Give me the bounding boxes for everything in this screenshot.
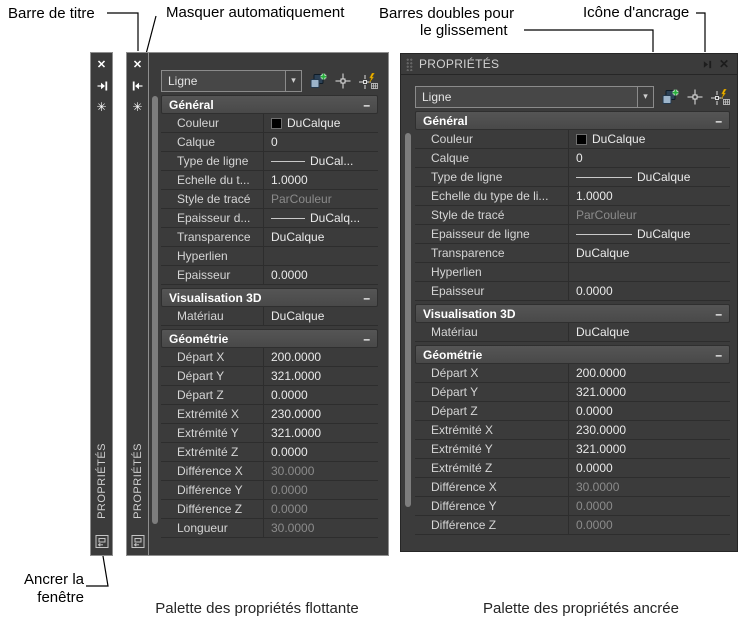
- property-value-text: DuCalque: [271, 230, 325, 244]
- property-row[interactable]: [415, 149, 730, 168]
- property-label: Type de ligne: [431, 170, 503, 184]
- property-value[interactable]: [263, 114, 378, 132]
- property-row[interactable]: [415, 225, 730, 244]
- property-value-text: 0: [271, 135, 278, 149]
- property-value-text: 30.0000: [271, 521, 315, 535]
- section-title: Géométrie: [169, 331, 229, 346]
- property-value[interactable]: [568, 130, 730, 148]
- docked-palette-body: [401, 75, 737, 551]
- property-label: Extrémité X: [431, 423, 494, 437]
- property-value[interactable]: [263, 247, 378, 265]
- property-row[interactable]: [161, 247, 378, 266]
- property-value[interactable]: [568, 421, 730, 439]
- object-type-value: Ligne: [168, 73, 198, 88]
- property-value-text: 0.0000: [271, 483, 308, 497]
- property-label: Type de ligne: [177, 154, 249, 168]
- property-row[interactable]: [161, 424, 378, 443]
- quick-select-icon[interactable]: [310, 73, 327, 89]
- property-label: Calque: [177, 135, 216, 149]
- section-title: Général: [423, 113, 468, 128]
- property-value-text: DuCalque: [271, 309, 325, 323]
- property-label: Calque: [431, 151, 470, 165]
- property-row[interactable]: [161, 307, 378, 326]
- callout-anchor-window-2: fenêtre: [37, 589, 84, 606]
- property-label: Transparence: [431, 246, 505, 260]
- section-title: Visualisation 3D: [423, 306, 516, 321]
- property-label: Epaisseur: [431, 284, 485, 298]
- property-row[interactable]: [161, 348, 378, 367]
- property-value-text: 1.0000: [576, 189, 613, 203]
- property-row[interactable]: [415, 478, 730, 497]
- property-value[interactable]: [263, 209, 378, 227]
- property-value[interactable]: [568, 459, 730, 477]
- property-value[interactable]: [263, 462, 378, 480]
- close-icon[interactable]: ✕: [718, 57, 729, 71]
- property-row[interactable]: [161, 190, 378, 209]
- property-label: Départ Z: [431, 404, 478, 418]
- floating-properties-palette: [126, 52, 389, 556]
- property-label: Style de tracé: [431, 208, 505, 222]
- property-value[interactable]: [568, 225, 730, 243]
- property-label: Longueur: [177, 521, 228, 535]
- property-row[interactable]: [415, 187, 730, 206]
- section-header-general[interactable]: [415, 111, 730, 130]
- property-label: Echelle du t...: [177, 173, 250, 187]
- drag-grip-icon[interactable]: [406, 58, 413, 71]
- caption-docked: Palette des propriétés ancrée: [483, 600, 679, 617]
- section-title: Général: [169, 97, 214, 112]
- property-row[interactable]: [161, 462, 378, 481]
- property-label: Extrémité Z: [177, 445, 239, 459]
- property-value-text: ParCouleur: [271, 192, 332, 206]
- section-header-geometry[interactable]: [415, 345, 730, 364]
- select-objects-icon[interactable]: [687, 89, 703, 105]
- settings-icon[interactable]: ✳: [96, 100, 107, 114]
- callout-title-bar: Barre de titre: [8, 5, 95, 22]
- property-row[interactable]: [161, 519, 378, 538]
- property-label: Différence Z: [431, 518, 497, 532]
- property-label: Matériau: [177, 309, 224, 323]
- property-value-text: 0.0000: [576, 499, 613, 513]
- section-header-viz3d[interactable]: [415, 304, 730, 323]
- linetype-sample: [271, 218, 305, 219]
- property-value-text: DuCalque: [576, 246, 630, 260]
- property-label: Epaisseur d...: [177, 211, 251, 225]
- collapse-icon[interactable]: –: [363, 290, 370, 305]
- property-label: Epaisseur: [177, 268, 231, 282]
- section-header-viz3d[interactable]: [161, 288, 378, 307]
- property-row[interactable]: [415, 282, 730, 301]
- property-row[interactable]: [161, 133, 378, 152]
- property-row[interactable]: [415, 263, 730, 282]
- auto-hide-icon[interactable]: [132, 80, 144, 92]
- property-row[interactable]: [415, 323, 730, 342]
- property-value[interactable]: [568, 149, 730, 167]
- property-value[interactable]: [263, 266, 378, 284]
- property-row[interactable]: [415, 206, 730, 225]
- property-value[interactable]: [568, 497, 730, 515]
- chevron-down-icon[interactable]: ▾: [285, 71, 301, 91]
- property-value[interactable]: [263, 443, 378, 461]
- chevron-down-icon[interactable]: ▾: [637, 87, 653, 107]
- section-header-geometry[interactable]: [161, 329, 378, 348]
- property-row[interactable]: [415, 364, 730, 383]
- property-row[interactable]: [161, 443, 378, 462]
- color-swatch: [576, 134, 587, 145]
- settings-icon[interactable]: ✳: [132, 100, 143, 114]
- property-value[interactable]: [568, 206, 730, 224]
- property-value-text: DuCalque: [592, 132, 646, 146]
- property-row[interactable]: [161, 367, 378, 386]
- palette-title-vertical: PROPRIÉTÉS: [131, 443, 144, 519]
- linetype-sample: [271, 161, 305, 162]
- property-value-text: 321.0000: [576, 385, 627, 399]
- property-value-text: 321.0000: [271, 369, 322, 383]
- anchor-window-icon[interactable]: [131, 535, 144, 548]
- property-value-text: 200.0000: [271, 350, 322, 364]
- property-value-text: 0.0000: [271, 268, 308, 282]
- close-icon[interactable]: ✕: [96, 59, 107, 71]
- property-row[interactable]: [415, 459, 730, 478]
- collapse-icon[interactable]: –: [715, 347, 722, 362]
- property-value[interactable]: [263, 367, 378, 385]
- property-value-text: 0.0000: [576, 461, 613, 475]
- property-row[interactable]: [415, 383, 730, 402]
- property-value[interactable]: [263, 228, 378, 246]
- property-value[interactable]: [263, 190, 378, 208]
- close-icon[interactable]: ✕: [132, 59, 143, 71]
- property-value-text: 0.0000: [576, 404, 613, 418]
- property-label: Hyperlien: [431, 265, 482, 279]
- property-value[interactable]: [568, 263, 730, 281]
- toggle-pickadd-icon[interactable]: [711, 89, 730, 105]
- property-value[interactable]: [263, 519, 378, 537]
- property-value-text: 200.0000: [576, 366, 627, 380]
- collapsed-palette-titlebar[interactable]: [90, 52, 113, 556]
- caption-floating: Palette des propriétés flottante: [155, 600, 359, 617]
- property-value-text: DuCalq...: [310, 211, 361, 225]
- callout-double-bars-1: Barres doubles pour: [379, 5, 515, 22]
- property-label: Transparence: [177, 230, 251, 244]
- collapse-icon[interactable]: –: [363, 331, 370, 346]
- object-type-select[interactable]: [415, 86, 654, 108]
- property-row[interactable]: [161, 386, 378, 405]
- property-value[interactable]: [263, 348, 378, 366]
- floating-palette-titlebar[interactable]: [126, 52, 149, 556]
- property-value[interactable]: [568, 244, 730, 262]
- property-value[interactable]: [263, 481, 378, 499]
- property-label: Départ Y: [177, 369, 225, 383]
- property-value[interactable]: [568, 478, 730, 496]
- property-row[interactable]: [415, 440, 730, 459]
- callout-double-bars-2: le glissement: [420, 22, 508, 39]
- anchor-window-icon[interactable]: [95, 535, 108, 548]
- palette-title-vertical: PROPRIÉTÉS: [95, 443, 108, 519]
- property-row[interactable]: [161, 266, 378, 285]
- property-label: Couleur: [177, 116, 220, 130]
- property-label: Extrémité X: [177, 407, 240, 421]
- scrollbar[interactable]: [405, 133, 411, 507]
- property-value[interactable]: [263, 152, 378, 170]
- docked-palette-titlebar[interactable]: [401, 54, 737, 75]
- property-value-text: 321.0000: [271, 426, 322, 440]
- property-row[interactable]: [161, 209, 378, 228]
- property-row[interactable]: [415, 168, 730, 187]
- property-value[interactable]: [568, 440, 730, 458]
- property-value-text: 1.0000: [271, 173, 308, 187]
- property-label: Différence X: [431, 480, 497, 494]
- property-label: Extrémité Y: [177, 426, 239, 440]
- linetype-sample: [576, 177, 632, 178]
- toggle-pickadd-icon[interactable]: [359, 73, 378, 89]
- linetype-sample: [576, 234, 632, 235]
- property-label: Extrémité Z: [431, 461, 493, 475]
- property-value[interactable]: [263, 133, 378, 151]
- property-value-text: DuCalque: [576, 325, 630, 339]
- property-value[interactable]: [568, 168, 730, 186]
- section-title: Visualisation 3D: [169, 290, 262, 305]
- property-row[interactable]: [161, 228, 378, 247]
- property-row[interactable]: [415, 244, 730, 263]
- property-label: Epaisseur de ligne: [431, 227, 530, 241]
- anchor-icon[interactable]: [702, 59, 713, 70]
- property-value[interactable]: [263, 171, 378, 189]
- property-value[interactable]: [263, 424, 378, 442]
- property-value-text: DuCalque: [637, 227, 691, 241]
- property-row[interactable]: [161, 152, 378, 171]
- property-row[interactable]: [415, 497, 730, 516]
- scrollbar[interactable]: [152, 96, 158, 524]
- property-label: Matériau: [431, 325, 478, 339]
- property-value-text: 0.0000: [271, 388, 308, 402]
- property-value-text: 0.0000: [271, 445, 308, 459]
- color-swatch: [271, 118, 282, 129]
- property-value[interactable]: [568, 323, 730, 341]
- property-label: Départ X: [431, 366, 479, 380]
- property-row[interactable]: [415, 130, 730, 149]
- property-value[interactable]: [568, 282, 730, 300]
- property-row[interactable]: [161, 114, 378, 133]
- quick-select-icon[interactable]: [662, 89, 679, 105]
- callout-anchor-window-1: Ancrer la: [23, 571, 84, 588]
- property-row[interactable]: [161, 481, 378, 500]
- property-label: Différence Y: [431, 499, 497, 513]
- property-value[interactable]: [568, 402, 730, 420]
- property-label: Echelle du type de li...: [431, 189, 549, 203]
- property-value[interactable]: [263, 386, 378, 404]
- property-value-text: 0: [576, 151, 583, 165]
- property-value-text: 230.0000: [271, 407, 322, 421]
- property-label: Extrémité Y: [431, 442, 493, 456]
- property-value-text: 230.0000: [576, 423, 627, 437]
- property-value-text: 321.0000: [576, 442, 627, 456]
- section-header-general[interactable]: [161, 95, 378, 114]
- property-row[interactable]: [415, 421, 730, 440]
- property-value[interactable]: [263, 307, 378, 325]
- property-value-text: DuCal...: [310, 154, 354, 168]
- property-value[interactable]: [568, 516, 730, 534]
- property-label: Départ X: [177, 350, 225, 364]
- object-type-select[interactable]: [161, 70, 302, 92]
- property-row[interactable]: [415, 402, 730, 421]
- object-type-value: Ligne: [422, 89, 452, 104]
- select-objects-icon[interactable]: [335, 73, 351, 89]
- property-value[interactable]: [263, 405, 378, 423]
- floating-palette-body: [149, 52, 389, 556]
- property-value-text: DuCalque: [287, 116, 341, 130]
- collapse-icon[interactable]: –: [715, 306, 722, 321]
- property-row[interactable]: [161, 171, 378, 190]
- property-value-text: 30.0000: [576, 480, 620, 494]
- collapse-icon[interactable]: –: [715, 113, 722, 128]
- property-row[interactable]: [161, 500, 378, 519]
- auto-hide-icon[interactable]: [96, 80, 108, 92]
- property-value-text: 30.0000: [271, 464, 315, 478]
- section-title: Géométrie: [423, 347, 483, 362]
- docked-properties-palette: [400, 53, 738, 552]
- property-label: Différence X: [177, 464, 243, 478]
- property-label: Différence Y: [177, 483, 243, 497]
- property-value-text: DuCalque: [637, 170, 691, 184]
- property-value-text: 0.0000: [271, 502, 308, 516]
- property-row[interactable]: [161, 405, 378, 424]
- property-value-text: 0.0000: [576, 284, 613, 298]
- property-value[interactable]: [568, 187, 730, 205]
- property-value-text: ParCouleur: [576, 208, 637, 222]
- property-value[interactable]: [568, 383, 730, 401]
- property-value-text: 0.0000: [576, 518, 613, 532]
- property-value[interactable]: [263, 500, 378, 518]
- property-label: Différence Z: [177, 502, 243, 516]
- property-label: Départ Y: [431, 385, 479, 399]
- property-label: Couleur: [431, 132, 474, 146]
- collapse-icon[interactable]: –: [363, 97, 370, 112]
- property-label: Hyperlien: [177, 249, 228, 263]
- callout-anchor-icon: Icône d'ancrage: [583, 4, 690, 21]
- property-label: Départ Z: [177, 388, 224, 402]
- property-label: Style de tracé: [177, 192, 251, 206]
- property-value[interactable]: [568, 364, 730, 382]
- callout-auto-hide: Masquer automatiquement: [166, 4, 345, 21]
- property-row[interactable]: [415, 516, 730, 535]
- palette-title: PROPRIÉTÉS: [419, 57, 500, 71]
